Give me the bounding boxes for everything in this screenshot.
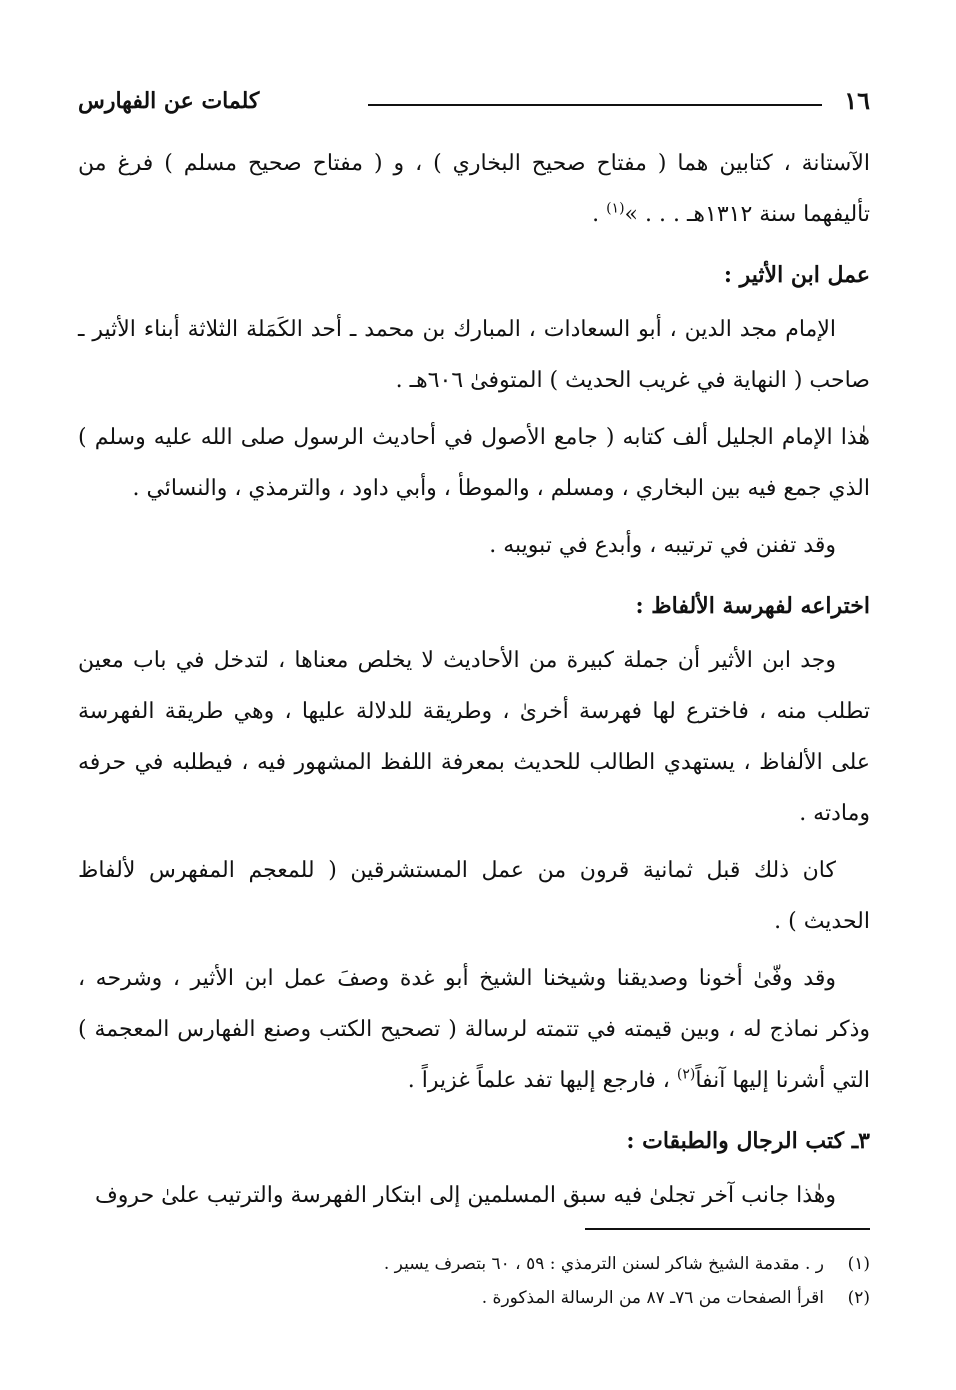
paragraph-4: وقد تفنن في ترتيبه ، وأبدع في تبويبه .: [489, 533, 836, 558]
footnote-2-text: اقرأ الصفحات من ٧٦ـ ٨٧ من الرسالة المذكورة .: [481, 1288, 824, 1308]
footnote-rule: [585, 1228, 870, 1230]
footnote-1-text: ر . مقدمة الشيخ شاكر لسنن الترمذي : ٥٩ ، ٦٠ بتصرف يسير .: [383, 1254, 824, 1274]
paragraph-2: الإمام مجد الدين ، أبو السعادات ، المبارك بن محمد ـ أحد الكَمَلة الثلاثة أبناء الأثير ـ صاحب ( النهاية في غريب الحديث ) المتوفىٰ ٦٠٦هـ .: [78, 317, 870, 393]
footnotes: [170, 1247, 870, 1315]
paragraph-7-text: وقد وفّىٰ أخونا وصديقنا وشيخنا الشيخ أبو غدة وصفَ عمل ابن الأثير ، وشرحه ، وذكر نماذج له ، وبين قيمته في تتمته لرسالة ( تصحيح الكتب وصنع الفهارس المعجمة ) التي أشرنا إليها آنفاً: [78, 966, 870, 1093]
footnote-1-marker: (١): [847, 1254, 870, 1274]
footnote-1: [170, 1247, 870, 1281]
section-heading-rijal-books: ٣ـ كتب الرجال والطبقات :: [626, 1128, 870, 1154]
body-text: [78, 138, 870, 1221]
paragraph-5: وجد ابن الأثير أن جملة كبيرة من الأحاديث لا يخلص معناها ، لتدخل في باب معين تطلب منه ، فاخترع لها فهرسة أخرىٰ ، وطريقة للدلالة عليها ، وهي طريقة الفهرسة على الألفاظ ، يستهدي الطالب للحديث بمعرفة اللفظ المشهور فيه ، فيطلبه في حرفه ومادته .: [78, 648, 870, 826]
footnote-ref-2: (٢): [676, 1066, 696, 1083]
paragraph-3: هٰذا الإمام الجليل ألف كتابه ( جامع الأصول في أحاديث الرسول صلى الله عليه وسلم ) الذي جمع فيه بين البخاري ، ومسلم ، والموطأ ، وأبي داود ، والترمذي ، والنسائي .: [78, 425, 870, 501]
paragraph-8: وهٰذا جانب آخر تجلىٰ فيه سبق المسلمين إلى ابتكار الفهرسة والترتيب علىٰ حروف: [95, 1183, 836, 1208]
footnote-2-marker: (٢): [847, 1288, 870, 1308]
header-rule: [368, 104, 822, 106]
paragraph-7: [78, 953, 870, 1106]
section-heading-ibn-al-athir: عمل ابن الأثير :: [723, 262, 870, 288]
paragraph-1: [78, 138, 870, 240]
paragraph-6: كان ذلك قبل ثمانية قرون من عمل المستشرقين ( للمعجم المفهرس لألفاظ الحديث ) .: [78, 858, 870, 934]
paragraph-7-end: ، فارجع إليها تفد علماً غزيراً .: [407, 1068, 677, 1093]
page-number: ١٦: [844, 86, 870, 115]
running-title: كلمات عن الفهارس: [78, 88, 260, 114]
footnote-2: [170, 1281, 870, 1315]
footnote-ref-1: (١): [606, 200, 625, 217]
running-header: [78, 86, 870, 122]
paragraph-1-text: الآستانة ، كتابين هما ( مفتاح صحيح البخاري ) ، و ( مفتاح صحيح مسلم ) فرغ من تأليفهما سنة ١٣١٢هـ . . . »: [78, 151, 870, 227]
section-heading-word-indexing: اختراعه لفهرسة الألفاظ :: [635, 593, 870, 619]
paragraph-1-end: .: [592, 202, 607, 227]
